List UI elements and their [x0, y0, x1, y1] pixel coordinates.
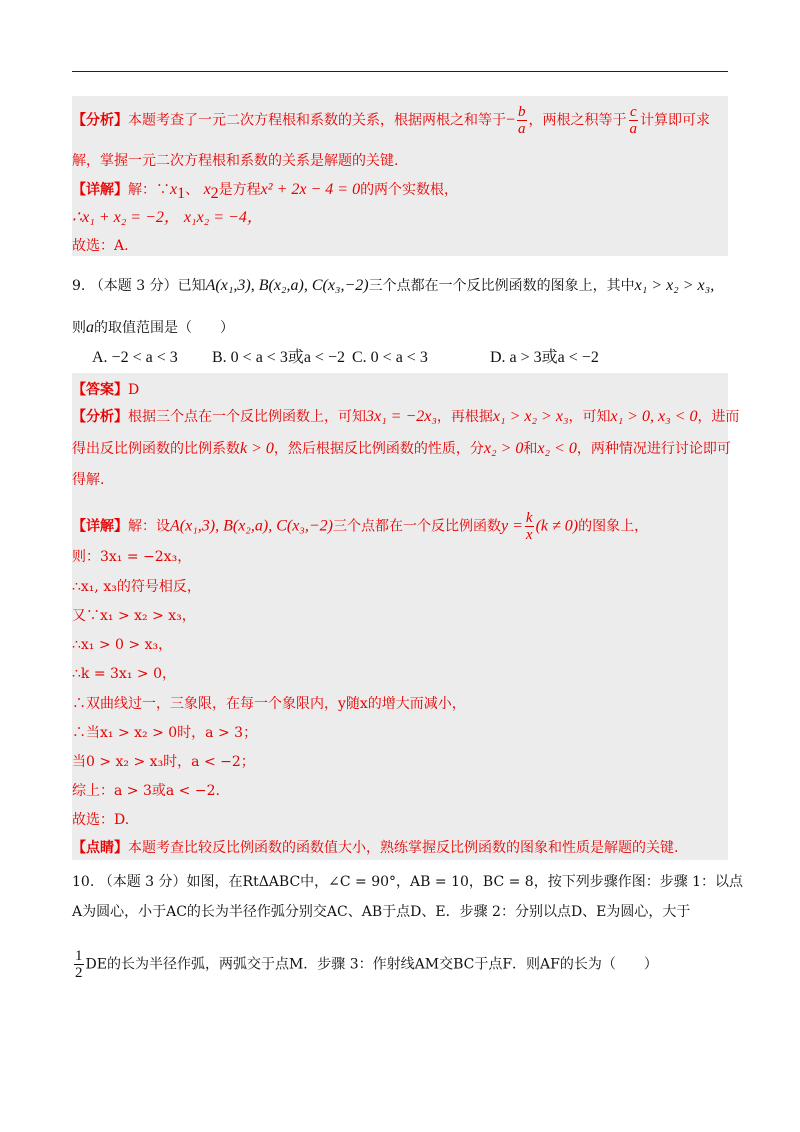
q9-stem-line-1: 9. （本题 3 分）已知A(x₁,3), B(x₂,a), C(x₃,−2)三个点都在一个反比例函数的图象上，其中x₁ > x₂ > x₃, — [72, 277, 715, 294]
q9-answer-line — [72, 380, 139, 400]
answer-tag: 【答案】 — [72, 382, 128, 398]
q9-step-1: 则：3x₁ = −2x₃， — [72, 549, 192, 565]
q9-step-4: ∴x₁ > 0 > x₃， — [72, 637, 173, 653]
q9-option-d: D. a > 3或a < −2 — [490, 349, 599, 366]
q10-line-1: 10. （本题 3 分）如图，在RtΔABC中，∠C = 90°，AB = 10，BC = 8，按下列步骤作图：步骤 1：以点 — [72, 874, 744, 890]
detail-tag: 【详解】 — [72, 182, 128, 198]
q9-step-3: 又∵x₁ > x₂ > x₃， — [72, 608, 196, 624]
fraction-one-half: $\frac{1}{2}$ — [75, 948, 83, 981]
q8-detail-line-1: 【详解】解：$\because x_1$、 $x_2$是方程x² + 2x − 4 = 0的两个实数根， — [72, 181, 459, 202]
fraction-c-over-a: $\frac{c}{a}$ — [629, 104, 638, 137]
q9-step-7: ∴当x₁ > x₂ > 0时，a > 3； — [72, 725, 258, 741]
answer-value: D — [128, 382, 140, 398]
header-rule — [72, 71, 728, 72]
q9-option-a: A. −2 < a < 3 — [92, 349, 178, 366]
q9-step-6: ∴双曲线过一，三象限，在每一个象限内，y随x的增大而减小， — [72, 696, 466, 712]
q9-option-b: B. 0 < a < 3或a < −2 — [212, 349, 345, 366]
q9-step-8: 当0 > x₂ > x₃时，a < −2； — [72, 754, 255, 770]
q8-detail-line-2: ∴x₁ + x₂ = −2， x₁x₂ = −4， — [72, 209, 263, 226]
q9-step-2: ∴x₁, x₃的符号相反， — [72, 579, 201, 595]
fraction-b-over-a: $\frac{b}{a}$ — [518, 104, 526, 137]
q9-analysis-line-1: 【分析】根据三个点在一个反比例函数上，可知3x₁ = −2x₃，再根据x₁ > x₂ > x₃，可知x₁ > 0, x₃ < 0，进而 — [72, 408, 740, 425]
point-tag: 【点睛】 — [72, 840, 128, 856]
q8-analysis-line-1: 【分析】本题考查了一元二次方程根和系数的关系，根据两根之和等于− $\frac{b}{a}$ ，两根之积等于 $\frac{c}{a}$ 计算即可求 — [72, 104, 711, 137]
q9-step-9: 综上：a > 3或a < −2. — [72, 783, 220, 799]
q10-line-3: $\frac{1}{2}$ DE的长为半径作弧，两弧交于点M．步骤 3：作射线AM交BC于点F．则AF的长为（ ） — [75, 948, 658, 981]
q9-analysis-line-3: 得解. — [72, 472, 105, 488]
q9-point-line: 【点睛】本题考查比较反比例函数的函数值大小，熟练掌握反比例函数的图象和性质是解题的关键. — [72, 840, 679, 856]
fraction-k-over-x: $\frac{k}{x}$ — [525, 510, 533, 543]
q9-step-10: 故选：D. — [72, 812, 130, 828]
analysis-tag: 【分析】 — [72, 112, 128, 129]
q10-line-2: A为圆心，小于AC的长为半径作弧分别交AC、AB于点D、E．步骤 2：分别以点D、E为圆心，大于 — [72, 904, 691, 920]
q9-stem-line-2: 则a的取值范围是（ ） — [72, 319, 234, 336]
q9-detail-line-1: 【详解】解：设A(x₁,3), B(x₂,a), C(x₃,−2)三个点都在一个反比例函数y = $\frac{k}{x}$ (k ≠ 0)的图象上， — [72, 510, 649, 543]
q8-detail-line-3: 故选：A. — [72, 238, 129, 254]
q9-option-c: C. 0 < a < 3 — [352, 349, 428, 366]
q9-analysis-line-2: 得出反比例函数的比例系数k > 0，然后根据反比例函数的性质，分x₂ > 0和x₂ < 0，两种情况进行讨论即可 — [72, 440, 731, 457]
q9-step-5: ∴k = 3x₁ > 0， — [72, 666, 176, 682]
q8-analysis-line-2: 解，掌握一元二次方程根和系数的关系是解题的关键. — [72, 153, 399, 169]
